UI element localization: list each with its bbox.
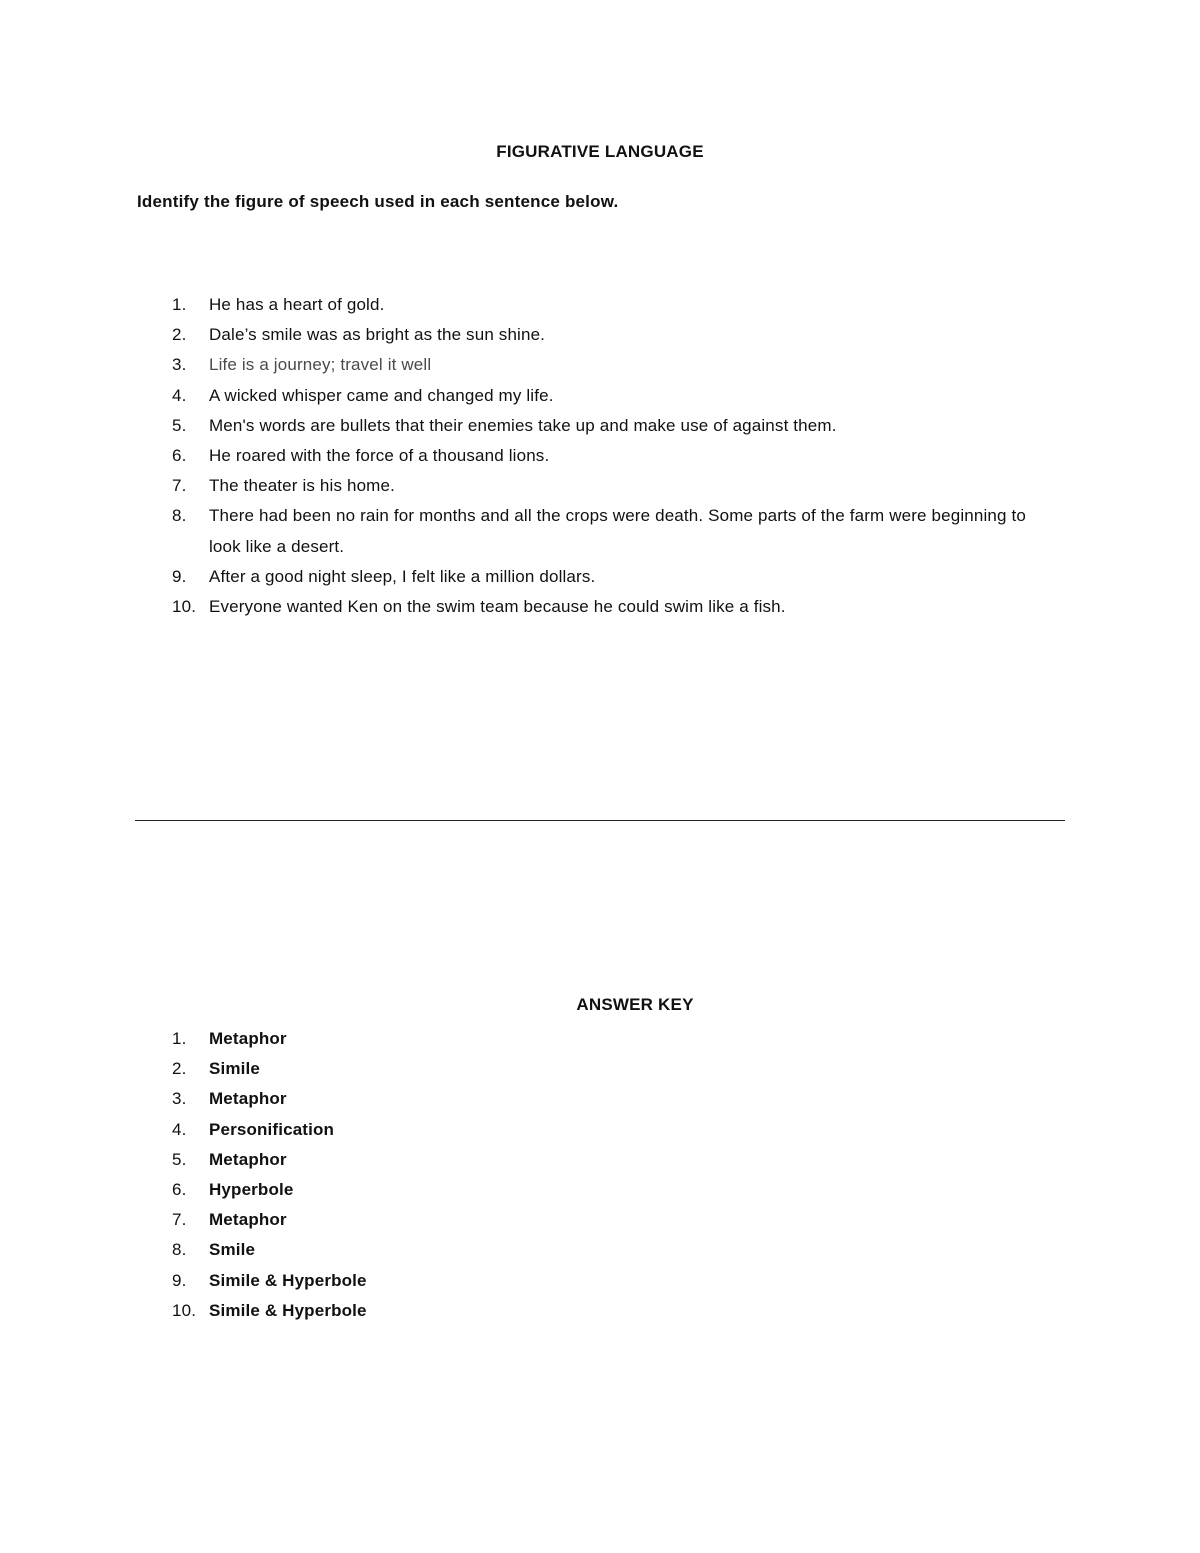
section-divider xyxy=(135,820,1065,821)
question-item xyxy=(172,562,1052,592)
answer-item xyxy=(172,1115,1052,1145)
answer-list xyxy=(172,1024,1052,1326)
question-text: Life is a journey; travel it well xyxy=(209,355,432,375)
answer-number: 8. xyxy=(172,1240,187,1260)
question-item xyxy=(172,290,1052,320)
answer-number: 7. xyxy=(172,1210,187,1230)
question-number: 4. xyxy=(172,385,187,405)
question-text: After a good night sleep, I felt like a million dollars. xyxy=(209,566,596,586)
answer-key-title: ANSWER KEY xyxy=(576,995,694,1014)
question-text: He has a heart of gold. xyxy=(209,295,385,314)
question-number: 2. xyxy=(172,325,187,345)
question-list xyxy=(172,290,1052,622)
question-number: 1. xyxy=(172,295,187,314)
answer-item xyxy=(172,1145,1052,1175)
question-number: 7. xyxy=(172,476,187,496)
question-item xyxy=(172,411,1052,441)
answer-item xyxy=(172,1024,1052,1054)
answer-text: Metaphor xyxy=(209,1149,287,1169)
answer-text: Hyperbole xyxy=(209,1180,294,1200)
worksheet-title: FIGURATIVE LANGUAGE xyxy=(496,142,704,161)
answer-number: 1. xyxy=(172,1029,187,1048)
answer-number: 6. xyxy=(172,1180,187,1200)
question-text: Dale’s smile was as bright as the sun shine. xyxy=(209,325,546,345)
question-item xyxy=(172,441,1052,471)
question-number: 10. xyxy=(172,597,197,617)
worksheet-instruction: Identify the figure of speech used in each sentence below. xyxy=(137,192,619,211)
question-number: 9. xyxy=(172,566,187,586)
answer-number: 5. xyxy=(172,1149,187,1169)
question-text: The theater is his home. xyxy=(209,476,395,496)
answer-item xyxy=(172,1296,1052,1326)
question-text: He roared with the force of a thousand lions. xyxy=(209,446,550,466)
question-item xyxy=(172,471,1052,501)
answer-item xyxy=(172,1054,1052,1084)
answer-number: 3. xyxy=(172,1089,187,1109)
answer-number: 2. xyxy=(172,1059,187,1079)
question-number: 5. xyxy=(172,415,187,435)
answer-item xyxy=(172,1235,1052,1265)
answer-text: Smile xyxy=(209,1240,256,1260)
answer-number: 10. xyxy=(172,1300,197,1320)
question-text: Everyone wanted Ken on the swim team because he could swim like a fish. xyxy=(209,597,786,617)
question-item xyxy=(172,320,1052,350)
answer-text: Simile xyxy=(209,1059,260,1079)
question-item xyxy=(172,592,1052,622)
answer-item xyxy=(172,1266,1052,1296)
question-number: 3. xyxy=(172,355,187,375)
question-number: 6. xyxy=(172,446,187,466)
answer-item xyxy=(172,1175,1052,1205)
answer-item xyxy=(172,1084,1052,1114)
question-item xyxy=(172,501,1052,561)
answer-text: Metaphor xyxy=(209,1089,287,1109)
question-text: A wicked whisper came and changed my life. xyxy=(209,385,554,405)
answer-number: 9. xyxy=(172,1270,187,1290)
question-text: Men's words are bullets that their enemies take up and make use of against them. xyxy=(209,415,837,435)
question-item xyxy=(172,381,1052,411)
question-text: There had been no rain for months and all the crops were death. Some parts of the farm were beginning to look like a desert. xyxy=(209,506,1026,556)
answer-item xyxy=(172,1205,1052,1235)
answer-text: Metaphor xyxy=(209,1029,287,1048)
answer-text: Simile & Hyperbole xyxy=(209,1300,367,1320)
answer-text: Metaphor xyxy=(209,1210,287,1230)
question-item xyxy=(172,350,1052,380)
answer-text: Personification xyxy=(209,1119,335,1139)
question-number: 8. xyxy=(172,506,187,526)
answer-number: 4. xyxy=(172,1119,187,1139)
answer-text: Simile & Hyperbole xyxy=(209,1270,367,1290)
